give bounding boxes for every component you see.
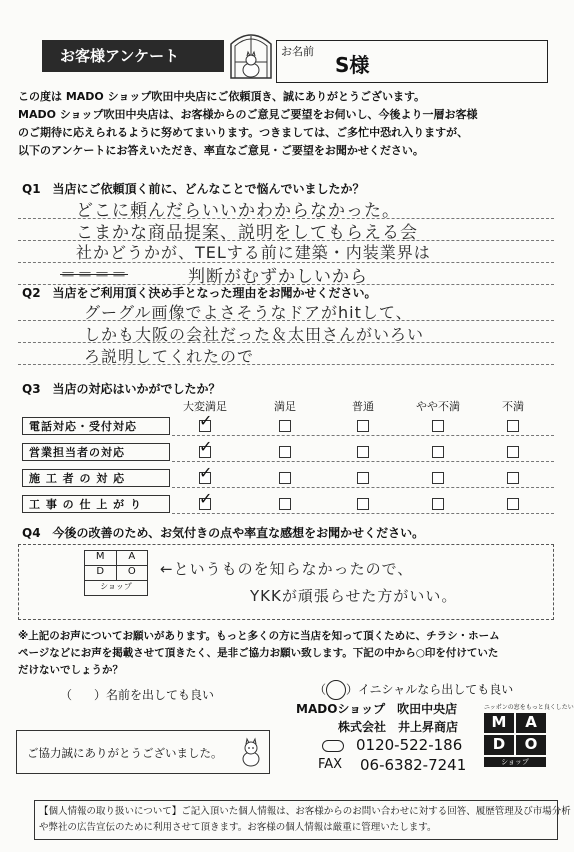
freedial-icon xyxy=(322,740,344,752)
rating-checkbox[interactable] xyxy=(357,446,369,458)
q3-label: Q3 当店の対応はいかがでしたか？ xyxy=(22,382,221,396)
check-mark: ✓ xyxy=(199,489,213,508)
option-initials-label: イニシャルなら出しても良い xyxy=(358,682,514,697)
check-mark: ✓ xyxy=(199,437,213,456)
mado-sketch xyxy=(84,550,148,596)
rating-checkbox[interactable] xyxy=(199,411,213,432)
rating-checkbox[interactable] xyxy=(199,489,213,510)
sketch-letter: M xyxy=(85,551,117,565)
company-name: 株式会社 井上昇商店 xyxy=(338,720,459,734)
shop-name: MADOショップ 吹田中央店 xyxy=(296,702,458,716)
col-slightly-dissatisfied: やや不満 xyxy=(416,400,460,413)
request-line: ページなどにお声を掲載させて頂きたく、是非ご協力お願い致します。下記の中から○印を付けていた xyxy=(18,647,499,659)
freedial-number: 0120-522-186 xyxy=(356,736,463,754)
rating-checkbox[interactable] xyxy=(199,437,213,458)
paren-open: （ xyxy=(60,688,73,702)
logo-sub: ショップ xyxy=(484,757,546,767)
rating-checkbox[interactable] xyxy=(507,472,519,484)
option-name[interactable] xyxy=(60,686,214,703)
sketch-letter: A xyxy=(128,551,136,562)
request-line: だけないでしょうか？ xyxy=(18,664,123,676)
option-name-label: 名前を出しても良い xyxy=(106,688,215,702)
fax-number: 06-6382-7241 xyxy=(360,756,467,774)
q1-answer-line: 判断がむずかしいから xyxy=(188,267,368,287)
paren-close: ） xyxy=(346,682,359,697)
rating-checkbox[interactable] xyxy=(507,446,519,458)
q4-label: Q4 今後の改善のため、お気付きの点や率直な感想をお聞かせください。 xyxy=(22,526,425,540)
paren-open: （ xyxy=(314,682,327,697)
q1-answer-line: 社かどうかが、TELする前に建築・内装業界は xyxy=(76,243,431,262)
rating-checkbox[interactable] xyxy=(279,420,291,432)
name-label: お名前 xyxy=(281,45,314,58)
mado-logo xyxy=(484,702,574,770)
option-initials[interactable] xyxy=(314,680,513,700)
fax-label: FAX xyxy=(318,757,343,772)
selected-circle-mark xyxy=(326,680,346,700)
intro-line: 以下のアンケートにお答えいただき、率直なご意見・ご要望をお聞かせください。 xyxy=(18,144,424,157)
logo-letter: O xyxy=(516,735,546,755)
q1-struck-text: ＝＝＝＝ xyxy=(60,265,129,284)
rating-checkbox[interactable] xyxy=(279,498,291,510)
intro-line: この度は MADO ショップ吹田中央店にご依頼頂き、誠にありがとうございます。 xyxy=(18,90,426,103)
col-satisfied: 満足 xyxy=(274,400,296,413)
rating-row-label: 工 事 の 仕 上 が り xyxy=(22,495,170,513)
thanks-box xyxy=(16,730,270,774)
logo-letter: A xyxy=(516,713,546,733)
request-text xyxy=(18,628,558,679)
rating-checkbox[interactable] xyxy=(357,420,369,432)
sketch-letter: D xyxy=(85,566,117,580)
check-mark: ✓ xyxy=(199,463,213,482)
q2-label: Q2 当店をご利用頂く決め手となった理由をお聞かせください。 xyxy=(22,286,377,300)
q4-answer-line: YKKが頑張らせた方がいい。 xyxy=(250,587,458,605)
q4-answer-line: ←というものを知らなかったので、 xyxy=(160,560,414,578)
sketch-letter: O xyxy=(127,566,136,577)
privacy-line: 【個人情報の取り扱いについて】ご記入頂いた個人情報は、お客様からのお問い合わせに対する回答、履歴管理及び市場分析 xyxy=(39,806,571,817)
intro-text xyxy=(18,88,558,160)
rating-checkbox[interactable] xyxy=(507,420,519,432)
rating-checkbox[interactable] xyxy=(432,420,444,432)
logo-letter: M xyxy=(484,713,514,733)
sketch-shop: ショップ xyxy=(100,582,132,591)
intro-line: MADO ショップ吹田中央店は、お客様からのご意見ご要望をお伺いし、今後より一層お客様 xyxy=(18,108,478,121)
rating-checkbox[interactable] xyxy=(507,498,519,510)
rating-checkbox[interactable] xyxy=(279,446,291,458)
request-line: ※上記のお声についてお願いがあります。もっと多くの方に当店を知って頂くために、チラシ・ホーム xyxy=(18,630,500,642)
col-normal: 普通 xyxy=(352,400,374,413)
q1-answer-line: こまかな商品提案、説明をしてもらえる会 xyxy=(76,223,418,243)
rating-checkbox[interactable] xyxy=(357,498,369,510)
intro-line: のご期待に応えられるように努めてまいります。つきましては、ご多忙中恐れ入りますが、 xyxy=(18,126,469,139)
q1-label: Q1 当店にご依頼頂く前に、どんなことで悩んでいましたか？ xyxy=(22,182,365,196)
rating-checkbox[interactable] xyxy=(432,472,444,484)
check-mark: ✓ xyxy=(199,411,213,430)
logo-tagline: ニッポンの窓をもっと良くしたい xyxy=(484,704,574,711)
q2-answer-line: しかも大阪の会社だった＆太田さんがいろい xyxy=(84,325,425,344)
page-title: お客様アンケート xyxy=(42,40,224,72)
rating-checkbox[interactable] xyxy=(357,472,369,484)
rating-row-label: 電話対応・受付対応 xyxy=(22,417,170,435)
q1-answer-line: どこに頼んだらいいかわからなかった。 xyxy=(76,201,400,221)
cat-small-icon xyxy=(239,739,263,771)
rating-checkbox[interactable] xyxy=(432,498,444,510)
q2-answer-line: ろ説明してくれたので xyxy=(84,347,255,366)
rating-checkbox[interactable] xyxy=(432,446,444,458)
cat-icon xyxy=(228,30,274,80)
rating-checkbox[interactable] xyxy=(199,463,213,484)
logo-letter: D xyxy=(484,735,514,755)
col-dissatisfied: 不満 xyxy=(502,400,524,413)
thanks-text: ご協力誠にありがとうございました。 xyxy=(27,746,223,760)
name-field xyxy=(276,40,548,83)
rating-row-label: 営業担当者の対応 xyxy=(22,443,170,461)
privacy-notice xyxy=(34,800,571,840)
q2-answer-line: グーグル画像でよさそうなドアがhitして、 xyxy=(84,303,413,322)
col-very-satisfied: 大変満足 xyxy=(183,400,227,413)
privacy-line: や弊社の広告宣伝のために利用させて頂きます。お客様の個人情報は厳重に管理いたします。 xyxy=(39,822,437,833)
name-value: S様 xyxy=(335,53,370,77)
rating-checkbox[interactable] xyxy=(279,472,291,484)
rating-row-label: 施 工 者 の 対 応 xyxy=(22,469,170,487)
paren-close: ） xyxy=(94,688,107,702)
